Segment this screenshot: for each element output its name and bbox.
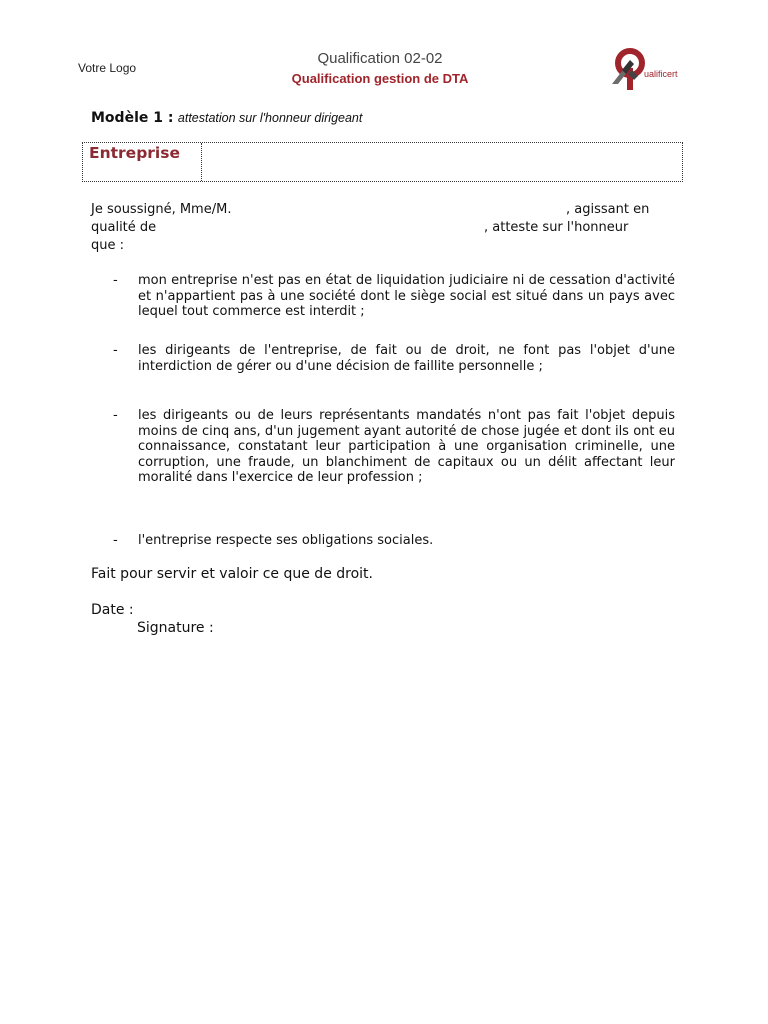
declaration-line1-right: , agissant en	[566, 202, 650, 217]
entreprise-table	[82, 142, 683, 182]
document-subtitle: Qualification gestion de DTA	[291, 71, 469, 86]
brand-name: ualificert	[644, 69, 678, 79]
signature-label: Signature :	[137, 620, 214, 636]
date-label: Date :	[91, 602, 134, 618]
bullet-text-3: les dirigeants ou de leurs représentants mandatés n'ont pas fait l'objet depuis moins de cinq ans, d'un jugement ayant autorité de chose jugée et dont ils ont eu connaissance, constatant leur participation à une organisation criminelle, une corruption, une fraude, un blanchiment de capitaux ou un délit affectant leur moralité dans l'exercice de leur profession ;	[138, 408, 675, 486]
entreprise-value-cell[interactable]	[203, 143, 682, 181]
declaration-line2-left: qualité de	[91, 220, 157, 235]
model-description: attestation sur l'honneur dirigeant	[177, 111, 363, 125]
bullet-marker: -	[113, 343, 118, 358]
document-title: Qualification 02-02	[317, 50, 443, 67]
closing-statement: Fait pour servir et valoir ce que de droit.	[91, 566, 373, 582]
declaration-line3: que :	[91, 238, 125, 253]
model-heading	[91, 110, 362, 126]
declaration-line1-left: Je soussigné, Mme/M.	[91, 202, 232, 217]
declaration-line2-right: , atteste sur l'honneur	[484, 220, 629, 235]
entreprise-label: Entreprise	[89, 144, 180, 162]
bullet-text-4: l'entreprise respecte ses obligations sociales.	[138, 533, 434, 548]
logo-placeholder: Votre Logo	[78, 61, 137, 75]
bullet-marker: -	[113, 533, 118, 548]
entreprise-label-cell	[83, 143, 202, 181]
bullet-text-1: mon entreprise n'est pas en état de liquidation judiciaire ni de cessation d'activité et n'appartient pas à une société dont le siège social est situé dans un pays avec lequel tout commerce est interdit ;	[138, 273, 675, 320]
model-label: Modèle 1 :	[91, 110, 174, 126]
bullet-text-2: les dirigeants de l'entreprise, de fait ou de droit, ne font pas l'objet d'une interdiction de gérer ou d'une décision de faillite personnelle ;	[138, 343, 675, 374]
bullet-marker: -	[113, 273, 118, 288]
qualificert-logo	[610, 46, 690, 92]
bullet-marker: -	[113, 408, 118, 423]
